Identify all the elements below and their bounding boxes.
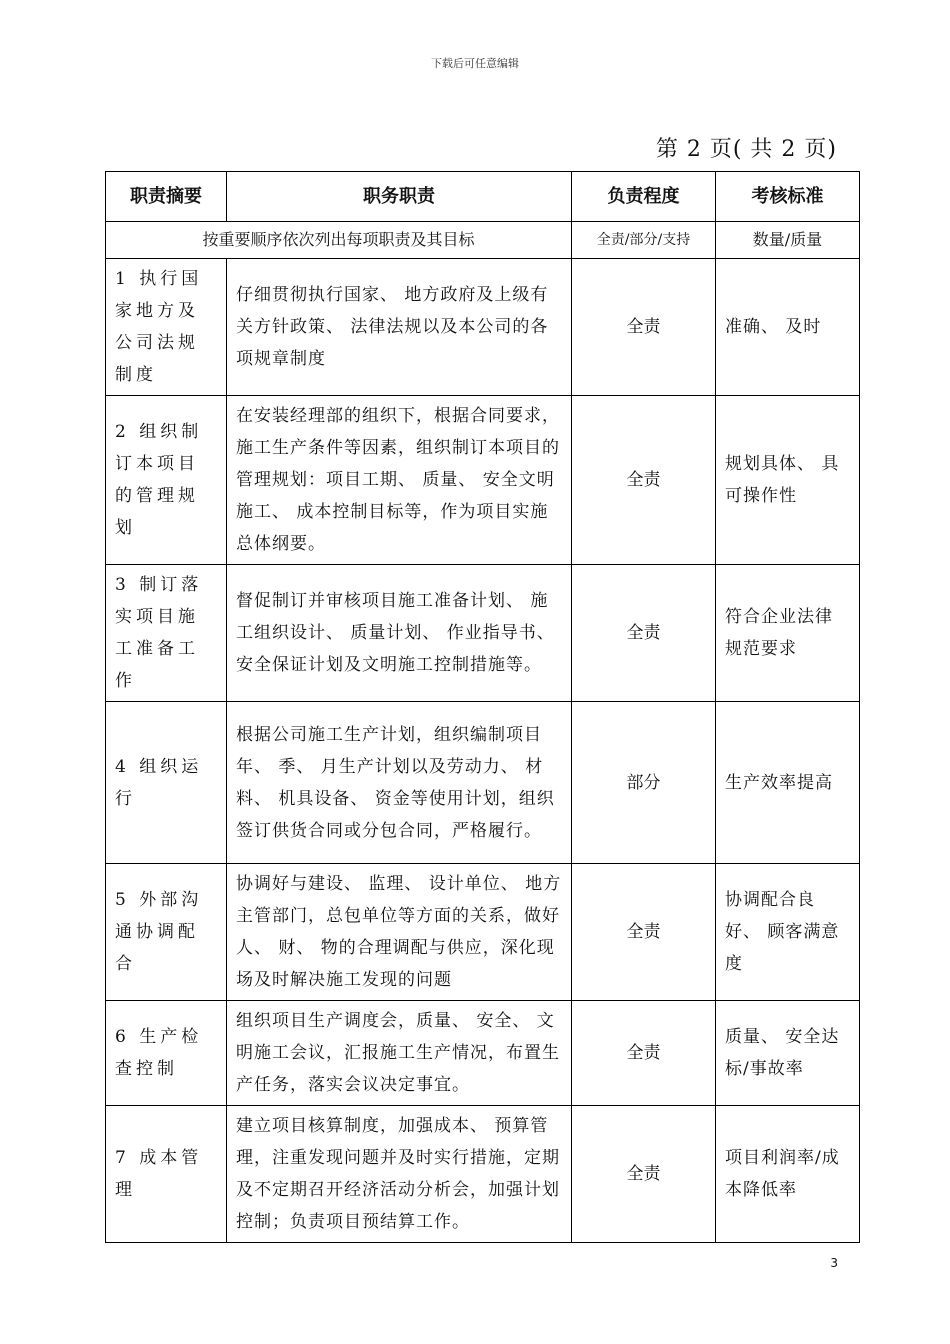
duty-summary: 6 生产检查控制 — [106, 1001, 227, 1106]
duty-level: 部分 — [572, 702, 716, 864]
duty-responsibility: 组织项目生产调度会，质量、 安全、 文明施工会议，汇报施工生产情况，布置生产任务，落实会议决定事宜。 — [227, 1001, 572, 1106]
table-row — [106, 702, 860, 864]
duty-level: 全责 — [572, 1001, 716, 1106]
duty-criteria: 符合企业法律规范要求 — [716, 565, 860, 702]
duty-summary: 4 组织运行 — [106, 702, 227, 864]
table-subheader-row — [106, 222, 860, 259]
duty-responsibility: 建立项目核算制度，加强成本、 预算管理，注重发现问题并及时实行措施，定期及不定期召开经济活动分析会，加强计划控制；负责项目预结算工作。 — [227, 1106, 572, 1243]
duty-summary: 3 制订落实项目施工准备工作 — [106, 565, 227, 702]
duty-summary: 5 外部沟通协调配合 — [106, 864, 227, 1001]
header-level: 负责程度 — [572, 172, 716, 222]
table-row — [106, 396, 860, 565]
duty-level: 全责 — [572, 864, 716, 1001]
table-row — [106, 259, 860, 396]
job-duty-table — [105, 171, 860, 1243]
duty-summary: 1 执行国家地方及公司法规制度 — [106, 259, 227, 396]
subheader-criteria-note: 数量/质量 — [716, 222, 860, 259]
page-number: 3 — [830, 1256, 838, 1270]
table-row — [106, 864, 860, 1001]
duty-criteria: 准确、 及时 — [716, 259, 860, 396]
header-responsibility: 职务职责 — [227, 172, 572, 222]
subheader-duty-note: 按重要顺序依次列出每项职责及其目标 — [106, 222, 572, 259]
subheader-level-note: 全责/部分/支持 — [572, 222, 716, 259]
table-header-row — [106, 172, 860, 222]
duty-level: 全责 — [572, 396, 716, 565]
duty-criteria: 质量、 安全达标/事故率 — [716, 1001, 860, 1106]
duty-criteria: 规划具体、 具可操作性 — [716, 396, 860, 565]
duty-responsibility: 在安装经理部的组织下，根据合同要求，施工生产条件等因素，组织制订本项目的管理规划：项目工期、 质量、 安全文明施工、 成本控制目标等，作为项目实施总体纲要。 — [227, 396, 572, 565]
header-note: 下载后可任意编辑 — [431, 57, 519, 70]
duty-criteria: 生产效率提高 — [716, 702, 860, 864]
table-row — [106, 1106, 860, 1243]
duty-criteria: 项目利润率/成本降低率 — [716, 1106, 860, 1243]
duty-summary: 2 组织制订本项目的管理规划 — [106, 396, 227, 565]
duty-responsibility: 仔细贯彻执行国家、 地方政府及上级有关方针政策、 法律法规以及本公司的各项规章制度 — [227, 259, 572, 396]
duty-summary: 7 成本管理 — [106, 1106, 227, 1243]
header-summary: 职责摘要 — [106, 172, 227, 222]
duty-responsibility: 协调好与建设、 监理、 设计单位、 地方主管部门，总包单位等方面的关系，做好人、 财、 物的合理调配与供应，深化现场及时解决施工发现的问题 — [227, 864, 572, 1001]
duty-responsibility: 根据公司施工生产计划，组织编制项目年、 季、 月生产计划以及劳动力、 材料、 机具设备、 资金等使用计划，组织签订供货合同或分包合同，严格履行。 — [227, 702, 572, 864]
header-criteria: 考核标准 — [716, 172, 860, 222]
duty-level: 全责 — [572, 1106, 716, 1243]
duty-level: 全责 — [572, 259, 716, 396]
duty-level: 全责 — [572, 565, 716, 702]
page-indicator: 第 2 页( 共 2 页) — [655, 137, 837, 162]
table-row — [106, 1001, 860, 1106]
duty-responsibility: 督促制订并审核项目施工准备计划、 施工组织设计、 质量计划、 作业指导书、 安全保证计划及文明施工控制措施等。 — [227, 565, 572, 702]
table-row — [106, 565, 860, 702]
duty-criteria: 协调配合良好、 顾客满意度 — [716, 864, 860, 1001]
